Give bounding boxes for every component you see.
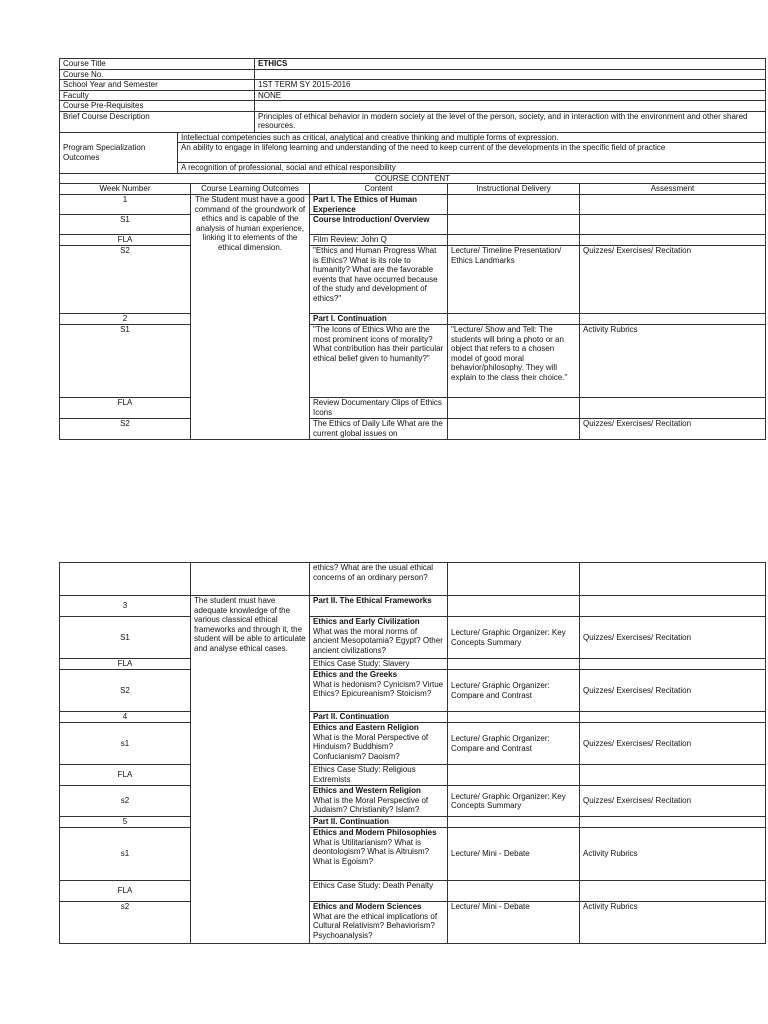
content-title: Ethics and Western Religion <box>313 786 421 795</box>
delivery-cell: "Lecture/ Show and Tell: The students will bring a photo or an object that refers to a chosen model of good moral behavior/philosophy. They will explain to the class their choice." <box>448 325 580 398</box>
content-body: What are the ethical implications of Cultural Relativism? Behaviorism? Psychoanalysis? <box>313 911 438 940</box>
delivery-cell <box>448 659 580 670</box>
content-title: Ethics and the Greeks <box>313 670 398 679</box>
week-cell: FLA <box>60 881 191 902</box>
content-cell <box>310 246 448 314</box>
week-cell: FLA <box>60 235 191 246</box>
delivery-cell <box>448 881 580 902</box>
course-info-table <box>59 58 766 174</box>
learning-outcome-empty <box>191 563 310 596</box>
content-body: What is Utilitarianism? What is deontologism? What is Altruism? What is Egoism? <box>313 837 430 866</box>
school-year-value: 1ST TERM SY 2015-2016 <box>255 80 766 91</box>
delivery-cell: Lecture/ Graphic Organizer: Key Concepts Summary <box>448 786 580 817</box>
assessment-cell: Quizzes/ Exercises/ Recitation <box>580 419 766 440</box>
table-row <box>60 195 766 215</box>
content-body: Film Review: John Q <box>313 235 387 244</box>
table-row <box>60 786 766 817</box>
week-cell: 1 <box>60 195 191 215</box>
assessment-cell: Quizzes/ Exercises/ Recitation <box>580 786 766 817</box>
assessment-cell: Quizzes/ Exercises/ Recitation <box>580 617 766 659</box>
delivery-cell <box>448 817 580 828</box>
content-body: What is hedonism? Cynicism? Virtue Ethics? Epicureanism? Stoicism? <box>313 679 444 698</box>
content-cell <box>310 670 448 712</box>
learning-outcome-empty <box>191 314 310 440</box>
assessment-cell <box>580 596 766 617</box>
content-cell <box>310 195 448 215</box>
table-row <box>60 419 766 440</box>
content-cell <box>310 786 448 817</box>
syllabus-page-2 <box>59 562 766 944</box>
week-cell <box>60 563 191 596</box>
table-row <box>60 712 766 723</box>
week-cell: s2 <box>60 786 191 817</box>
course-content-table-2 <box>59 562 766 944</box>
table-row <box>60 235 766 246</box>
week-cell: 4 <box>60 712 191 723</box>
table-row <box>60 398 766 419</box>
content-title: Part I. Continuation <box>313 314 387 323</box>
week-cell: 5 <box>60 817 191 828</box>
table-row <box>60 563 766 596</box>
content-cell <box>310 712 448 723</box>
content-title: Part II. Continuation <box>313 712 389 721</box>
table-row <box>60 723 766 765</box>
syllabus-page-1 <box>59 58 766 440</box>
content-cell <box>310 235 448 246</box>
delivery-cell <box>448 765 580 786</box>
learning-outcome: The Student must have a good command of the groundwork of ethics and is capable of the analysis of human experience, linking it to elements of the ethical dimension. <box>191 195 310 314</box>
week-cell: FLA <box>60 398 191 419</box>
content-body: "Ethics and Human Progress What is Ethics? What is its role to humanity? What are the favorable events that have occurred because of the study and development of ethics?" <box>313 246 438 303</box>
week-cell: S1 <box>60 215 191 235</box>
content-cell <box>310 419 448 440</box>
delivery-cell <box>448 563 580 596</box>
week-cell: FLA <box>60 659 191 670</box>
assessment-cell <box>580 712 766 723</box>
assessment-cell <box>580 215 766 235</box>
table-row <box>60 314 766 325</box>
content-body: "The Icons of Ethics Who are the most prominent icons of morality? What contribution has their particular ethical belief given to humanity?" <box>313 325 444 363</box>
assessment-cell <box>580 881 766 902</box>
table-row <box>60 325 766 398</box>
delivery-cell: Lecture/ Graphic Organizer: Compare and Contrast <box>448 670 580 712</box>
assessment-cell: Activity Rubrics <box>580 902 766 944</box>
content-body: Ethics Case Study: Slavery <box>313 659 410 668</box>
faculty-label: Faculty <box>60 90 255 101</box>
assessment-cell <box>580 563 766 596</box>
pso-item: Intellectual competencies such as critical, analytical and creative thinking and multiple forms of expression. <box>178 132 766 143</box>
content-title: Part II. The Ethical Frameworks <box>313 596 432 605</box>
content-cell <box>310 617 448 659</box>
column-header: Instructional Delivery <box>448 184 580 195</box>
column-header: Assessment <box>580 184 766 195</box>
content-body: What is the Moral Perspective of Judaism? Christianity? Islam? <box>313 795 429 814</box>
content-title: Ethics and Modern Sciences <box>313 902 422 911</box>
content-cell <box>310 765 448 786</box>
delivery-cell: Lecture/ Graphic Organizer: Key Concepts Summary <box>448 617 580 659</box>
content-title: Ethics and Modern Philosophies <box>313 828 437 837</box>
delivery-cell <box>448 314 580 325</box>
assessment-cell: Quizzes/ Exercises/ Recitation <box>580 246 766 314</box>
week-cell: 3 <box>60 596 191 617</box>
table-row <box>60 881 766 902</box>
assessment-cell: Quizzes/ Exercises/ Recitation <box>580 723 766 765</box>
content-cell <box>310 215 448 235</box>
week-cell: s2 <box>60 902 191 944</box>
content-body: ethics? What are the usual ethical concerns of an ordinary person? <box>313 563 434 582</box>
prereq-label: Course Pre-Requisites <box>60 101 255 112</box>
content-cell <box>310 881 448 902</box>
table-row <box>60 246 766 314</box>
week-cell: FLA <box>60 765 191 786</box>
content-cell <box>310 902 448 944</box>
assessment-cell: Activity Rubrics <box>580 325 766 398</box>
course-content-table-1 <box>59 174 766 441</box>
week-cell: s1 <box>60 828 191 881</box>
delivery-cell: Lecture/ Timeline Presentation/ Ethics Landmarks <box>448 246 580 314</box>
content-body: What was the moral norms of ancient Mesopotamia? Egypt? Other ancient civilizations? <box>313 626 443 655</box>
course-title-label: Course Title <box>60 59 255 70</box>
content-body: Review Documentary Clips of Ethics Icons <box>313 398 442 417</box>
assessment-cell: Quizzes/ Exercises/ Recitation <box>580 670 766 712</box>
content-title: Course Introduction/ Overview <box>313 215 430 224</box>
course-no-label: Course No. <box>60 69 255 80</box>
assessment-cell <box>580 765 766 786</box>
column-header: Course Learning Outcomes <box>191 184 310 195</box>
table-row <box>60 902 766 944</box>
content-title: Ethics and Eastern Religion <box>313 723 419 732</box>
content-title: Part II. Continuation <box>313 817 389 826</box>
assessment-cell <box>580 659 766 670</box>
table-row <box>60 215 766 235</box>
table-row <box>60 617 766 659</box>
delivery-cell <box>448 398 580 419</box>
faculty-value: NONE <box>255 90 766 101</box>
content-cell <box>310 325 448 398</box>
week-cell: s1 <box>60 723 191 765</box>
table-row <box>60 670 766 712</box>
delivery-cell <box>448 215 580 235</box>
content-cell <box>310 723 448 765</box>
column-header: Content <box>310 184 448 195</box>
week-cell: S2 <box>60 419 191 440</box>
content-cell <box>310 817 448 828</box>
delivery-cell <box>448 419 580 440</box>
delivery-cell <box>448 712 580 723</box>
pso-item: An ability to engage in lifelong learning and understanding of the need to keep current of the developments in the specific field of practice <box>178 143 766 163</box>
table-row <box>60 596 766 617</box>
week-cell: S1 <box>60 325 191 398</box>
description-value: Principles of ethical behavior in modern society at the level of the person, society, and in interaction with the environment and other shared resources. <box>255 111 766 132</box>
week-cell: S2 <box>60 246 191 314</box>
assessment-cell <box>580 314 766 325</box>
delivery-cell: Lecture/ Mini - Debate <box>448 902 580 944</box>
content-cell <box>310 659 448 670</box>
pso-item: A recognition of professional, social and ethical responsibility <box>178 163 766 174</box>
week-cell: S2 <box>60 670 191 712</box>
pso-label: Program Specialization Outcomes <box>60 132 178 173</box>
content-title: Ethics and Early Civilization <box>313 617 420 626</box>
delivery-cell <box>448 195 580 215</box>
table-row <box>60 828 766 881</box>
content-cell <box>310 314 448 325</box>
course-no-value <box>255 69 766 80</box>
assessment-cell <box>580 817 766 828</box>
delivery-cell: Lecture/ Mini - Debate <box>448 828 580 881</box>
content-body: Ethics Case Study: Death Penalty <box>313 881 434 890</box>
table-row <box>60 817 766 828</box>
week-cell: 2 <box>60 314 191 325</box>
content-cell <box>310 828 448 881</box>
assessment-cell: Activity Rubrics <box>580 828 766 881</box>
delivery-cell <box>448 235 580 246</box>
learning-outcome: The student must have adequate knowledge of the various classical ethical frameworks and through it, the student will be able to articulate and analyse ethical cases. <box>191 596 310 944</box>
assessment-cell <box>580 235 766 246</box>
course-content-heading: COURSE CONTENT <box>60 174 766 184</box>
content-body: Ethics Case Study: Religious Extremists <box>313 765 416 784</box>
course-title-value: ETHICS <box>255 59 766 70</box>
prereq-value <box>255 101 766 112</box>
content-body: What is the Moral Perspective of Hinduism? Buddhism? Confucianism? Daoism? <box>313 732 429 761</box>
week-cell: S1 <box>60 617 191 659</box>
content-title: Part I. The Ethics of Human Experience <box>313 195 418 214</box>
column-header: Week Number <box>60 184 191 195</box>
table-row <box>60 659 766 670</box>
table-row <box>60 765 766 786</box>
school-year-label: School Year and Semester <box>60 80 255 91</box>
delivery-cell <box>448 596 580 617</box>
content-cell <box>310 596 448 617</box>
assessment-cell <box>580 398 766 419</box>
content-body: The Ethics of Daily Life What are the current global issues on <box>313 419 443 438</box>
assessment-cell <box>580 195 766 215</box>
delivery-cell: Lecture/ Graphic Organizer: Compare and Contrast <box>448 723 580 765</box>
description-label: Brief Course Description <box>60 111 255 132</box>
content-cell <box>310 398 448 419</box>
content-cell <box>310 563 448 596</box>
